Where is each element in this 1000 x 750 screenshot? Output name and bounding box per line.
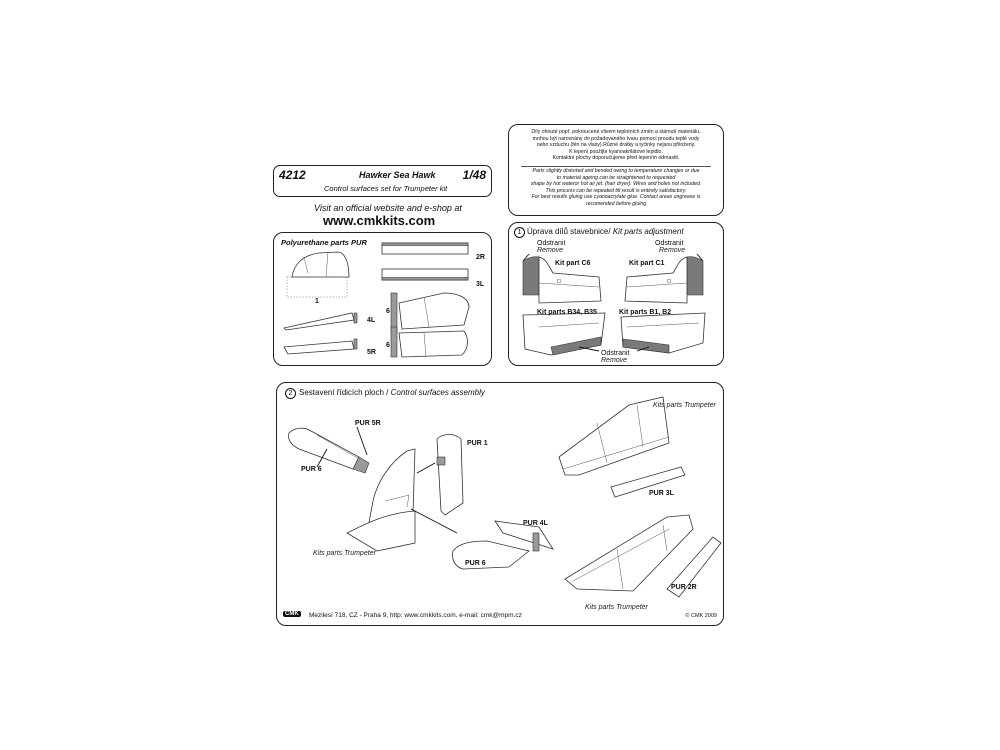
notice-en-line: shape by hot wateror hot air jet. (hair dryer). Wires and holes not included. — [530, 181, 702, 188]
kit-c1-label: Kit part C1 — [629, 260, 665, 267]
notice-en-line: For best results gluing use cyanoacrylate glue. Contact areas ungrease is — [531, 194, 701, 201]
header-box — [273, 165, 492, 197]
footer-address: Mezilesí 718, CZ - Praha 9, http: www.cmkkits.com, e-mail: cmk@mpm.cz — [309, 612, 522, 619]
rudder-pur1 — [417, 435, 488, 516]
label-part-5r: 5R — [367, 349, 376, 356]
kit-b1-label: Kit parts B1, B2 — [619, 309, 672, 316]
notice-cz-line: Díly ohnuté popř. pokroucené vlivem teplotních změn a stámutí materiálu, — [531, 129, 701, 135]
kit-parts-b34-b35 — [523, 309, 605, 355]
wing-lower — [565, 515, 721, 611]
kit-subtitle: Control surfaces set for Trumpeter kit — [324, 184, 448, 193]
pur-part-4l — [284, 313, 376, 330]
website: www.cmkkits.com — [323, 213, 436, 228]
adjust-title-cz: Úprava dílů stavebnice/ — [527, 227, 611, 236]
visit-line: Visit an official website and e-shop at — [314, 203, 462, 213]
remove-cz-left: Odstranit — [537, 240, 566, 247]
kit-part-c6 — [523, 257, 601, 303]
label-kits1: Kits parts Trumpeter — [313, 550, 376, 557]
label-kits3: Kits parts Trumpeter — [585, 604, 648, 611]
tailplane-right — [452, 520, 553, 569]
pur-part-6b — [386, 327, 468, 357]
assembly-panel — [276, 382, 724, 626]
pur-part-2r — [382, 243, 485, 261]
notice-cz-line: mohou být narovnány do požadovaného tvaru pomocí proudu teplé vody — [532, 135, 700, 142]
pur-parts-drawing — [274, 233, 491, 365]
notice-cz-line: nebo vzduchu (fén na vlasy).Různé drátky a tyčinky nejsou přiloženy. — [536, 142, 696, 149]
label-part-2r: 2R — [476, 254, 485, 261]
notice-en-line: Parts slightly distorted and bended owing to temperature changes or due — [532, 168, 700, 174]
notice-czech — [511, 129, 721, 162]
kit-parts-b1-b2 — [619, 309, 705, 353]
pur-parts-panel — [273, 232, 492, 366]
step-2-number: 2 — [288, 390, 293, 397]
label-kits2: Kits parts Trumpeter — [653, 402, 716, 409]
label-pur2r: PUR 2R — [671, 584, 697, 591]
kit-c6-label: Kit part C6 — [555, 260, 591, 267]
label-pur1: PUR 1 — [467, 440, 488, 447]
label-pur6b: PUR 6 — [465, 560, 486, 567]
assembly-title-cz: Sestavení řídicích ploch / — [299, 388, 389, 397]
wing-upper — [559, 397, 717, 497]
cmk-logo: CMK — [285, 611, 299, 617]
pur-part-6a — [386, 293, 469, 333]
notice-english — [511, 168, 721, 208]
adjust-title-en: Kit parts adjustment — [612, 227, 684, 236]
copyright: © CMK 2009 — [685, 613, 717, 619]
adjust-drawing — [509, 223, 723, 365]
label-pur5r: PUR 5R — [355, 420, 381, 427]
kit-code: 4212 — [279, 168, 306, 182]
label-pur4l: PUR 4L — [523, 520, 548, 527]
pur-part-5r — [284, 339, 376, 356]
notice-cz-line: Kontaktní plochy doporučujeme před lepením odmastit. — [552, 155, 680, 162]
label-part-1: 1 — [315, 298, 319, 305]
adjust-panel — [508, 222, 724, 366]
kit-b34-label: Kit parts B34, B35 — [537, 309, 597, 316]
label-part-4l: 4L — [367, 317, 376, 324]
label-part-6b: 6 — [386, 342, 390, 349]
notice-en-line: This process can be repeated till result is entirely satisfactory. — [545, 187, 687, 194]
tailplane-left — [288, 420, 380, 473]
notice-divider — [521, 166, 711, 167]
assembly-drawing — [277, 383, 723, 625]
assembly-title-en: Control surfaces assembly — [390, 388, 485, 397]
remove-en-right: Remove — [659, 247, 686, 254]
label-pur6a: PUR 6 — [301, 466, 322, 473]
kit-part-c1 — [625, 257, 703, 303]
kit-scale: 1/48 — [462, 168, 486, 182]
pur-part-1 — [287, 252, 349, 305]
kit-title: Hawker Sea Hawk — [359, 170, 436, 180]
pur-panel-title: Polyurethane parts PUR — [281, 238, 367, 247]
remove-cz-right: Odstranit — [655, 240, 684, 247]
remove-en-bottom: Remove — [601, 357, 628, 364]
remove-cz-bottom: Odstranit — [601, 350, 630, 357]
pur-part-3l — [382, 269, 485, 288]
notice-box — [508, 124, 724, 216]
step-1-number: 1 — [517, 229, 522, 236]
label-part-3l: 3L — [476, 281, 485, 288]
notice-cz-line: K lepení použijte kyanoakrilátové lepidlo. — [569, 148, 663, 155]
notice-en-line: recomended before gluing — [585, 200, 647, 207]
remove-en-left: Remove — [537, 247, 564, 254]
label-pur3l: PUR 3L — [649, 490, 674, 497]
label-part-6a: 6 — [386, 308, 390, 315]
notice-en-line: to material ageing can be straightened to requested — [556, 174, 676, 181]
